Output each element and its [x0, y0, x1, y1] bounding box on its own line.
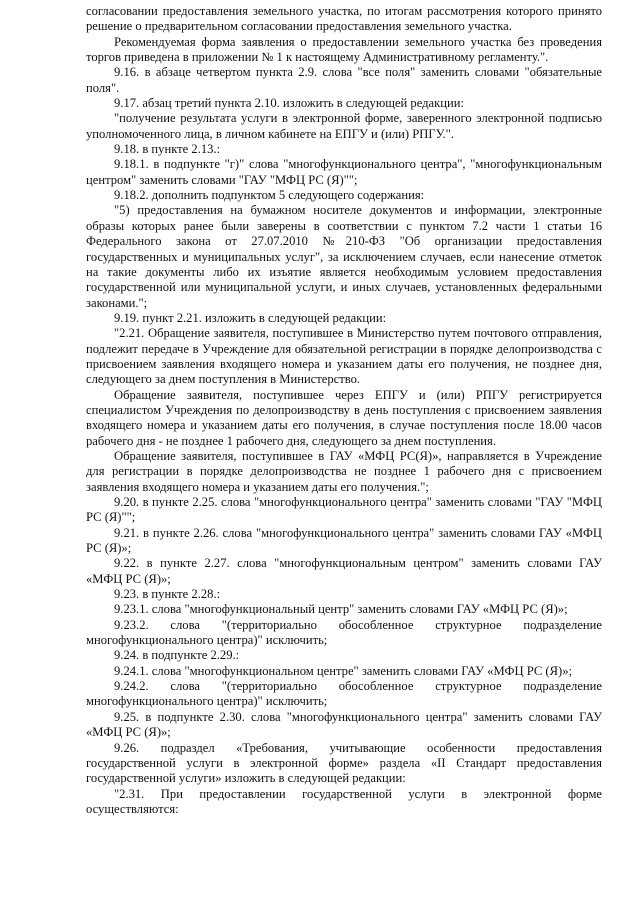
paragraph-form-reference: Рекомендуемая форма заявления о предоставлении земельного участка без проведения торгов приведена в приложении № 1 к настоящему Административному регламенту.".: [86, 34, 602, 65]
paragraph-9-23: 9.23. в пункте 2.28.:: [114, 587, 221, 602]
paragraph-2-21-epgu: Обращение заявителя, поступившее через ЕПГУ и (или) РПГУ регистрируется специалистом Учреждения по делопроизводству в день поступления с присвоением заявления входящего номера и указанием даты его получения, в случае поступления после 18.00 часов рабочего дня - не позднее 1 рабочего дня, следующего за днем поступления.: [86, 387, 602, 448]
paragraph-9-20: 9.20. в пункте 2.25. слова "многофункционального центра" заменить словами "ГАУ "МФЦ РС (Я)"";: [86, 495, 602, 525]
paragraph-9-23-2: 9.23.2. слова "(территориально обособленное структурное подразделение многофункционального центра)" исключить;: [86, 617, 602, 648]
paragraph-2-21-mfc: Обращение заявителя, поступившее в ГАУ «МФЦ РС(Я)», направляется в Учреждение для регистрации в порядке делопроизводства не позднее 1 рабочего дня с присвоением заявления входящего номера и указанием даты его получения.";: [86, 448, 602, 494]
paragraph-9-23-1: 9.23.1. слова "многофункциональный центр" заменить словами ГАУ «МФЦ РС (Я)»;: [114, 602, 568, 617]
paragraph-9-22: 9.22. в пункте 2.27. слова "многофункциональным центром" заменить словами ГАУ «МФЦ РС (Я)»;: [86, 556, 602, 586]
paragraph-9-24-1: 9.24.1. слова "многофункциональном центре" заменить словами ГАУ «МФЦ РС (Я)»;: [114, 663, 572, 678]
paragraph-9-26: 9.26. подраздел «Требования, учитывающие особенности предоставления государственной услуги в электронной форме» раздела «II Стандарт предоставления государственной услуги» изложить в следующей редакции:: [86, 740, 602, 786]
paragraph-9-18: 9.18. в пункте 2.13.:: [114, 142, 221, 157]
paragraph-9-18-2: 9.18.2. дополнить подпунктом 5 следующего содержания:: [114, 188, 425, 203]
paragraph-2-21: "2.21. Обращение заявителя, поступившее в Министерство путем почтового отправления, подлежит передаче в Учреждение для обязательной регистрации в порядке делопроизводства с присвоением заявления входящего номера и указанием даты его получения, не позднее дня, следующего за днем поступления в Министерство.: [86, 326, 602, 387]
paragraph-9-21: 9.21. в пункте 2.26. слова "многофункционального центра" заменить словами ГАУ «МФЦ РС (Я)»;: [86, 525, 602, 556]
paragraph-9-16: 9.16. в абзаце четвертом пункта 2.9. слова "все поля" заменить словами "обязательные поля".: [86, 65, 602, 95]
paragraph-9-18-1: 9.18.1. в подпункте "г)" слова "многофункционального центра", "многофункциональным центром" заменить словами "ГАУ "МФЦ РС (Я)"";: [86, 157, 602, 187]
paragraph-9-17: 9.17. абзац третий пункта 2.10. изложить в следующей редакции:: [114, 96, 464, 111]
paragraph-9-24: 9.24. в подпункте 2.29.:: [114, 648, 240, 663]
paragraph-9-19: 9.19. пункт 2.21. изложить в следующей редакции:: [114, 310, 387, 325]
paragraph-2-31: "2.31. При предоставлении государственной услуги в электронной форме осуществляются:: [86, 786, 602, 816]
paragraph-9-25: 9.25. в подпункте 2.30. слова "многофункционального центра" заменить словами ГАУ «МФЦ РС (Я)»;: [86, 709, 602, 740]
paragraph-9-24-2: 9.24.2. слова "(территориально обособленное структурное подразделение многофункционального центра)" исключить;: [86, 679, 602, 709]
paragraph-9-17-text: "получение результата услуги в электронной форме, заверенного электронной подписью уполномоченного лица, в личном кабинете на ЕПГУ и (или) РПГУ.".: [86, 111, 602, 141]
paragraph-9-18-2-text: "5) предоставления на бумажном носителе документов и информации, электронные образы которых ранее были заверены в соответствии с пунктом 7.2 части 1 статьи 16 Федерального закона от 27.07.2010 №210-ФЗ "Об организации предоставления государственных и муниципальных услуг", за исключением случаев, если нанесение отметок на такие документы либо их изъятие является необходимым условием предоставления государственной или муниципальной услуги, и иных случаев, установленных федеральными законами.";: [86, 203, 602, 310]
paragraph-continuation: согласовании предоставления земельного участка, по итогам рассмотрения которого принято решение о предварительном согласовании предоставления земельного участка.: [86, 4, 602, 34]
